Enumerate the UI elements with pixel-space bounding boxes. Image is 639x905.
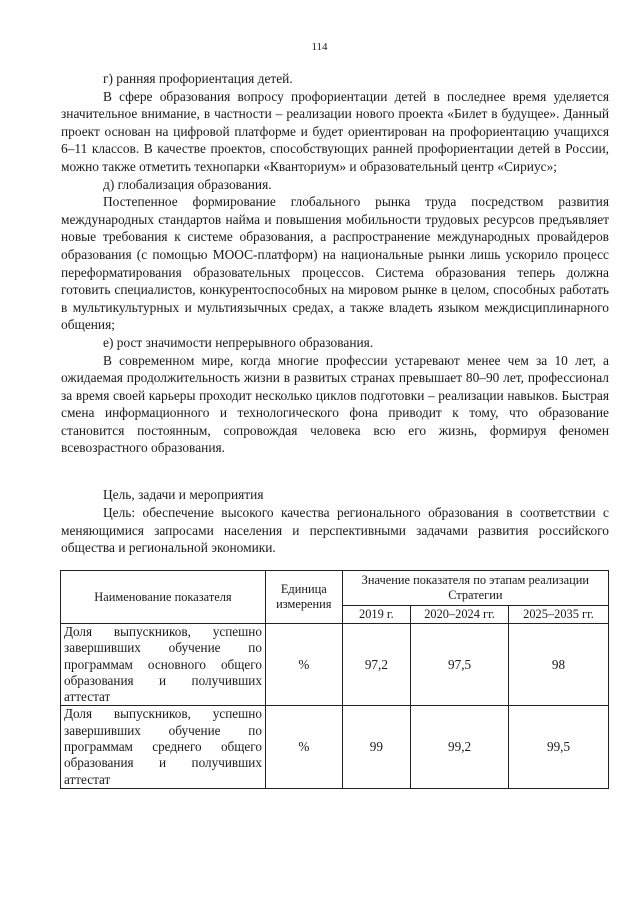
header-unit: Единица измерения: [265, 571, 342, 624]
indicator-unit: %: [265, 624, 342, 706]
list-item-continuous-education: е) рост значимости непрерывного образования.: [103, 334, 374, 350]
header-year-2025-2035: 2025–2035 гг.: [509, 606, 609, 624]
value-2025-2035: 99,5: [509, 706, 609, 788]
value-2020-2024: 97,5: [411, 624, 509, 706]
paragraph-continuous-education: В современном мире, когда многие профессии устаревают менее чем за 10 лет, а ожидаемая продолжительность жизни в развитых странах превышает 80–90 лет, профессионал за время своей карьеры проходит несколько циклов подготовки – реализации навыков. Быстрая смена информационного и технологического фона приводит к тому, что образование становится постоянным, сопровождая человека всю его жизнь, формируя феномен всевозрастного образования.: [61, 352, 609, 456]
table-row: [61, 706, 609, 788]
value-2025-2035: 98: [509, 624, 609, 706]
indicator-name: Доля выпускников, успешно завершивших обучение по программам основного общего образования и получивших аттестат: [61, 624, 266, 706]
table-header-row: [61, 571, 609, 606]
indicator-unit: %: [265, 706, 342, 788]
section-heading: Цель, задачи и мероприятия: [103, 487, 264, 502]
indicators-table: [60, 570, 609, 789]
header-year-2019: 2019 г.: [342, 606, 410, 624]
list-item-globalization: д) глобализация образования.: [103, 176, 272, 192]
table-row: [61, 624, 609, 706]
goal-paragraph: Цель: обеспечение высокого качества регионального образования в соответствии с меняющимися запросами населения и перспективными задачами развития российского общества и региональной экономики.: [61, 505, 609, 556]
header-stages: Значение показателя по этапам реализации Стратегии: [342, 571, 608, 606]
body-text: [61, 70, 609, 457]
paragraph-globalization: Постепенное формирование глобального рынка труда посредством развития международных стандартов найма и повышения мобильности трудовых ресурсов предъявляет новые требования к системе образования, а распространение международных провайдеров образования (с помощью МООС-платформ) на национальные рынки лишь ускорило процесс переформатирования образовательных процессов. Система образования теперь должна готовить специалистов, конкурентоспособных на мировом рынке в целом, способных работать в мультикультурных и мультиязычных средах, а также владеть языком междисциплинарного общения;: [61, 194, 609, 333]
header-year-2020-2024: 2020–2024 гг.: [411, 606, 509, 624]
list-item-early-career-guidance: г) ранняя профориентация детей.: [103, 71, 293, 86]
value-2020-2024: 99,2: [411, 706, 509, 788]
indicator-name: Доля выпускников, успешно завершивших обучение по программам среднего общего образования и получивших аттестат: [61, 706, 266, 788]
value-2019: 97,2: [342, 624, 410, 706]
paragraph-career-guidance: В сфере образования вопросу профориентации детей в последнее время уделяется значительное внимание, в частности – реализации нового проекта «Билет в будущее». Данный проект основан на цифровой платформе и будет ориентирован на профориентацию учащихся 6–11 классов. В качестве проектов, способствующих ранней профориентации детей в России, можно также отметить технопарки «Кванториум» и образовательный центр «Сириус»;: [61, 88, 609, 174]
page-number: 114: [311, 41, 328, 53]
value-2019: 99: [342, 706, 410, 788]
header-indicator-name: Наименование показателя: [61, 571, 266, 624]
